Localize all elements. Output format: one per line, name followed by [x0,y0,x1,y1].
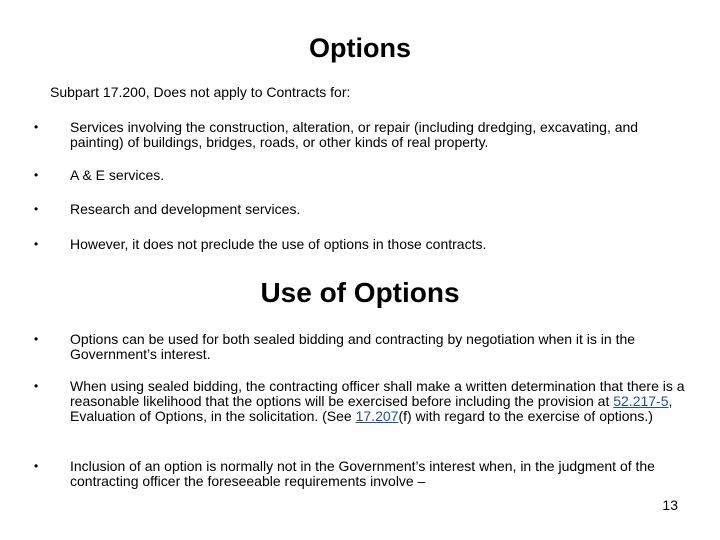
bullet-icon: • [34,332,39,346]
bullet-text: Options can be used for both sealed bidding and contracting by negotiation when it is in the Government’s interest. [70,331,636,362]
slide-title: Options [309,33,411,63]
bullet-text: Research and development services. [70,201,301,217]
bullet-icon: • [34,459,39,473]
link-52-217-5[interactable]: 52.217-5 [613,393,669,409]
bullet-text-part: When using sealed bidding, the contracting officer shall make a written determination that there is a reasonable likelihood that the options will be exercised before including the provision at [70,378,685,409]
bullet-text-part: , Evaluation of Options, in the solicitation. (See [70,393,673,424]
bullet-icon: • [34,168,39,182]
bullet-text: Inclusion of an option is normally not in the Government’s interest when, in the judgment of the contracting officer the foreseeable requirements involve – [70,458,655,489]
bullet-text: A & E services. [70,167,165,183]
bullet-text-part: (f) with regard to the exercise of options.) [398,408,653,424]
bullet-icon: • [34,379,39,393]
bullet-text: However, it does not preclude the use of options in those contracts. [70,236,487,252]
bullet-text: Services involving the construction, alteration, or repair (including dredging, excavating, and painting) of buildings, bridges, roads, or other kinds of real property. [70,119,639,150]
bullet-text [70,379,690,424]
list-item [0,120,720,152]
page-number: 13 [662,497,678,513]
bullet-icon: • [34,237,39,251]
bullet-icon: • [34,202,39,216]
section-title: Use of Options [260,277,460,308]
intro-text: Subpart 17.200, Does not apply to Contracts for: [50,84,351,100]
bullet-icon: • [34,120,39,134]
link-17-207[interactable]: 17.207 [355,408,399,424]
